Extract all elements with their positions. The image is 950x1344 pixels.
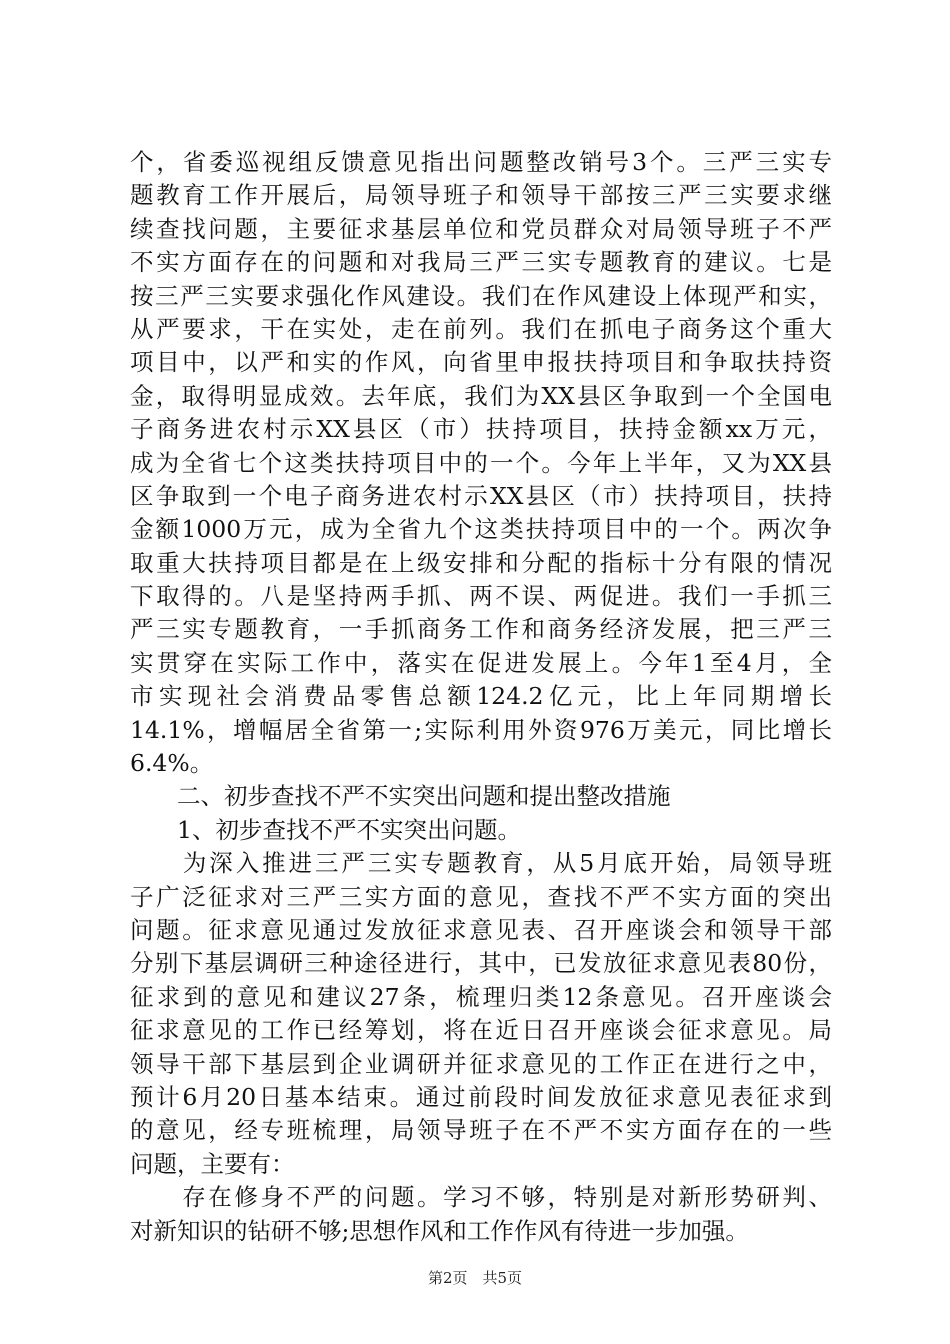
text-line: 市实现社会消费品零售总额124.2亿元，比上年同期增长 [130, 682, 832, 711]
text-line: 领导干部下基层到企业调研并征求意见的工作正在进行之中， [130, 1049, 832, 1078]
text-line: 6.4%。 [130, 749, 214, 778]
text-line: 14.1%，增幅居全省第一;实际利用外资976万美元，同比增长 [130, 715, 832, 744]
text-line: 题教育工作开展后，局领导班子和领导干部按三严三实要求继 [130, 181, 832, 210]
text-line: 金额1000万元，成为全省九个这类扶持项目中的一个。两次争 [130, 515, 832, 544]
text-line: 为深入推进三严三实专题教育，从5月底开始，局领导班 [130, 849, 832, 878]
text-line: 取重大扶持项目都是在上级安排和分配的指标十分有限的情况 [130, 548, 832, 577]
text-line: 预计6月20日基本结束。通过前段时间发放征求意见表征求到 [130, 1082, 832, 1111]
text-line: 项目中，以严和实的作风，向省里申报扶持项目和争取扶持资 [130, 348, 832, 377]
text-line: 征求到的意见和建议27条，梳理归类12条意见。召开座谈会 [130, 982, 832, 1011]
text-line: 按三严三实要求强化作风建设。我们在作风建设上体现严和实， [130, 281, 832, 310]
document-body [130, 146, 832, 1248]
text-line: 分别下基层调研三种途径进行，其中，已发放征求意见表80份， [130, 949, 832, 978]
text-line: 成为全省七个这类扶持项目中的一个。今年上半年，又为XX县 [130, 448, 832, 477]
text-line: 对新知识的钻研不够;思想作风和工作作风有待进一步加强。 [130, 1216, 749, 1245]
text-line: 1、初步查找不严不实突出问题。 [130, 815, 521, 844]
text-line: 子广泛征求对三严三实方面的意见，查找不严不实方面的突出 [130, 882, 832, 911]
text-line: 实贯穿在实际工作中，落实在促进发展上。今年1至4月，全 [130, 648, 832, 677]
page-number-label: 第2页 共5页 [427, 1269, 523, 1287]
text-line: 个，省委巡视组反馈意见指出问题整改销号3个。三严三实专 [130, 148, 832, 176]
text-line: 下取得的。八是坚持两手抓、两不误、两促进。我们一手抓三 [130, 582, 832, 611]
text-line: 续查找问题，主要征求基层单位和党员群众对局领导班子不严 [130, 214, 832, 243]
text-line: 问题。征求意见通过发放征求意见表、召开座谈会和领导干部 [130, 915, 832, 944]
text-line: 严三实专题教育，一手抓商务工作和商务经济发展，把三严三 [130, 615, 832, 644]
text-line: 不实方面存在的问题和对我局三严三实专题教育的建议。七是 [130, 248, 832, 277]
text-line: 二、初步查找不严不实突出问题和提出整改措施 [130, 782, 671, 811]
text-line: 征求意见的工作已经筹划，将在近日召开座谈会征求意见。局 [130, 1016, 832, 1045]
text-line: 问题，主要有： [130, 1149, 295, 1178]
text-line: 区争取到一个电子商务进农村示XX县区（市）扶持项目，扶持 [130, 481, 832, 510]
text-line: 的意见，经专班梳理，局领导班子在不严不实方面存在的一些 [130, 1116, 832, 1145]
text-line: 子商务进农村示XX县区（市）扶持项目，扶持金额xx万元， [130, 415, 832, 444]
text-line: 金，取得明显成效。去年底，我们为XX县区争取到一个全国电 [130, 381, 832, 410]
text-line: 存在修身不严的问题。学习不够，特别是对新形势研判、 [130, 1183, 832, 1212]
page-footer [0, 1267, 950, 1288]
text-line: 从严要求，干在实处，走在前列。我们在抓电子商务这个重大 [130, 314, 832, 343]
